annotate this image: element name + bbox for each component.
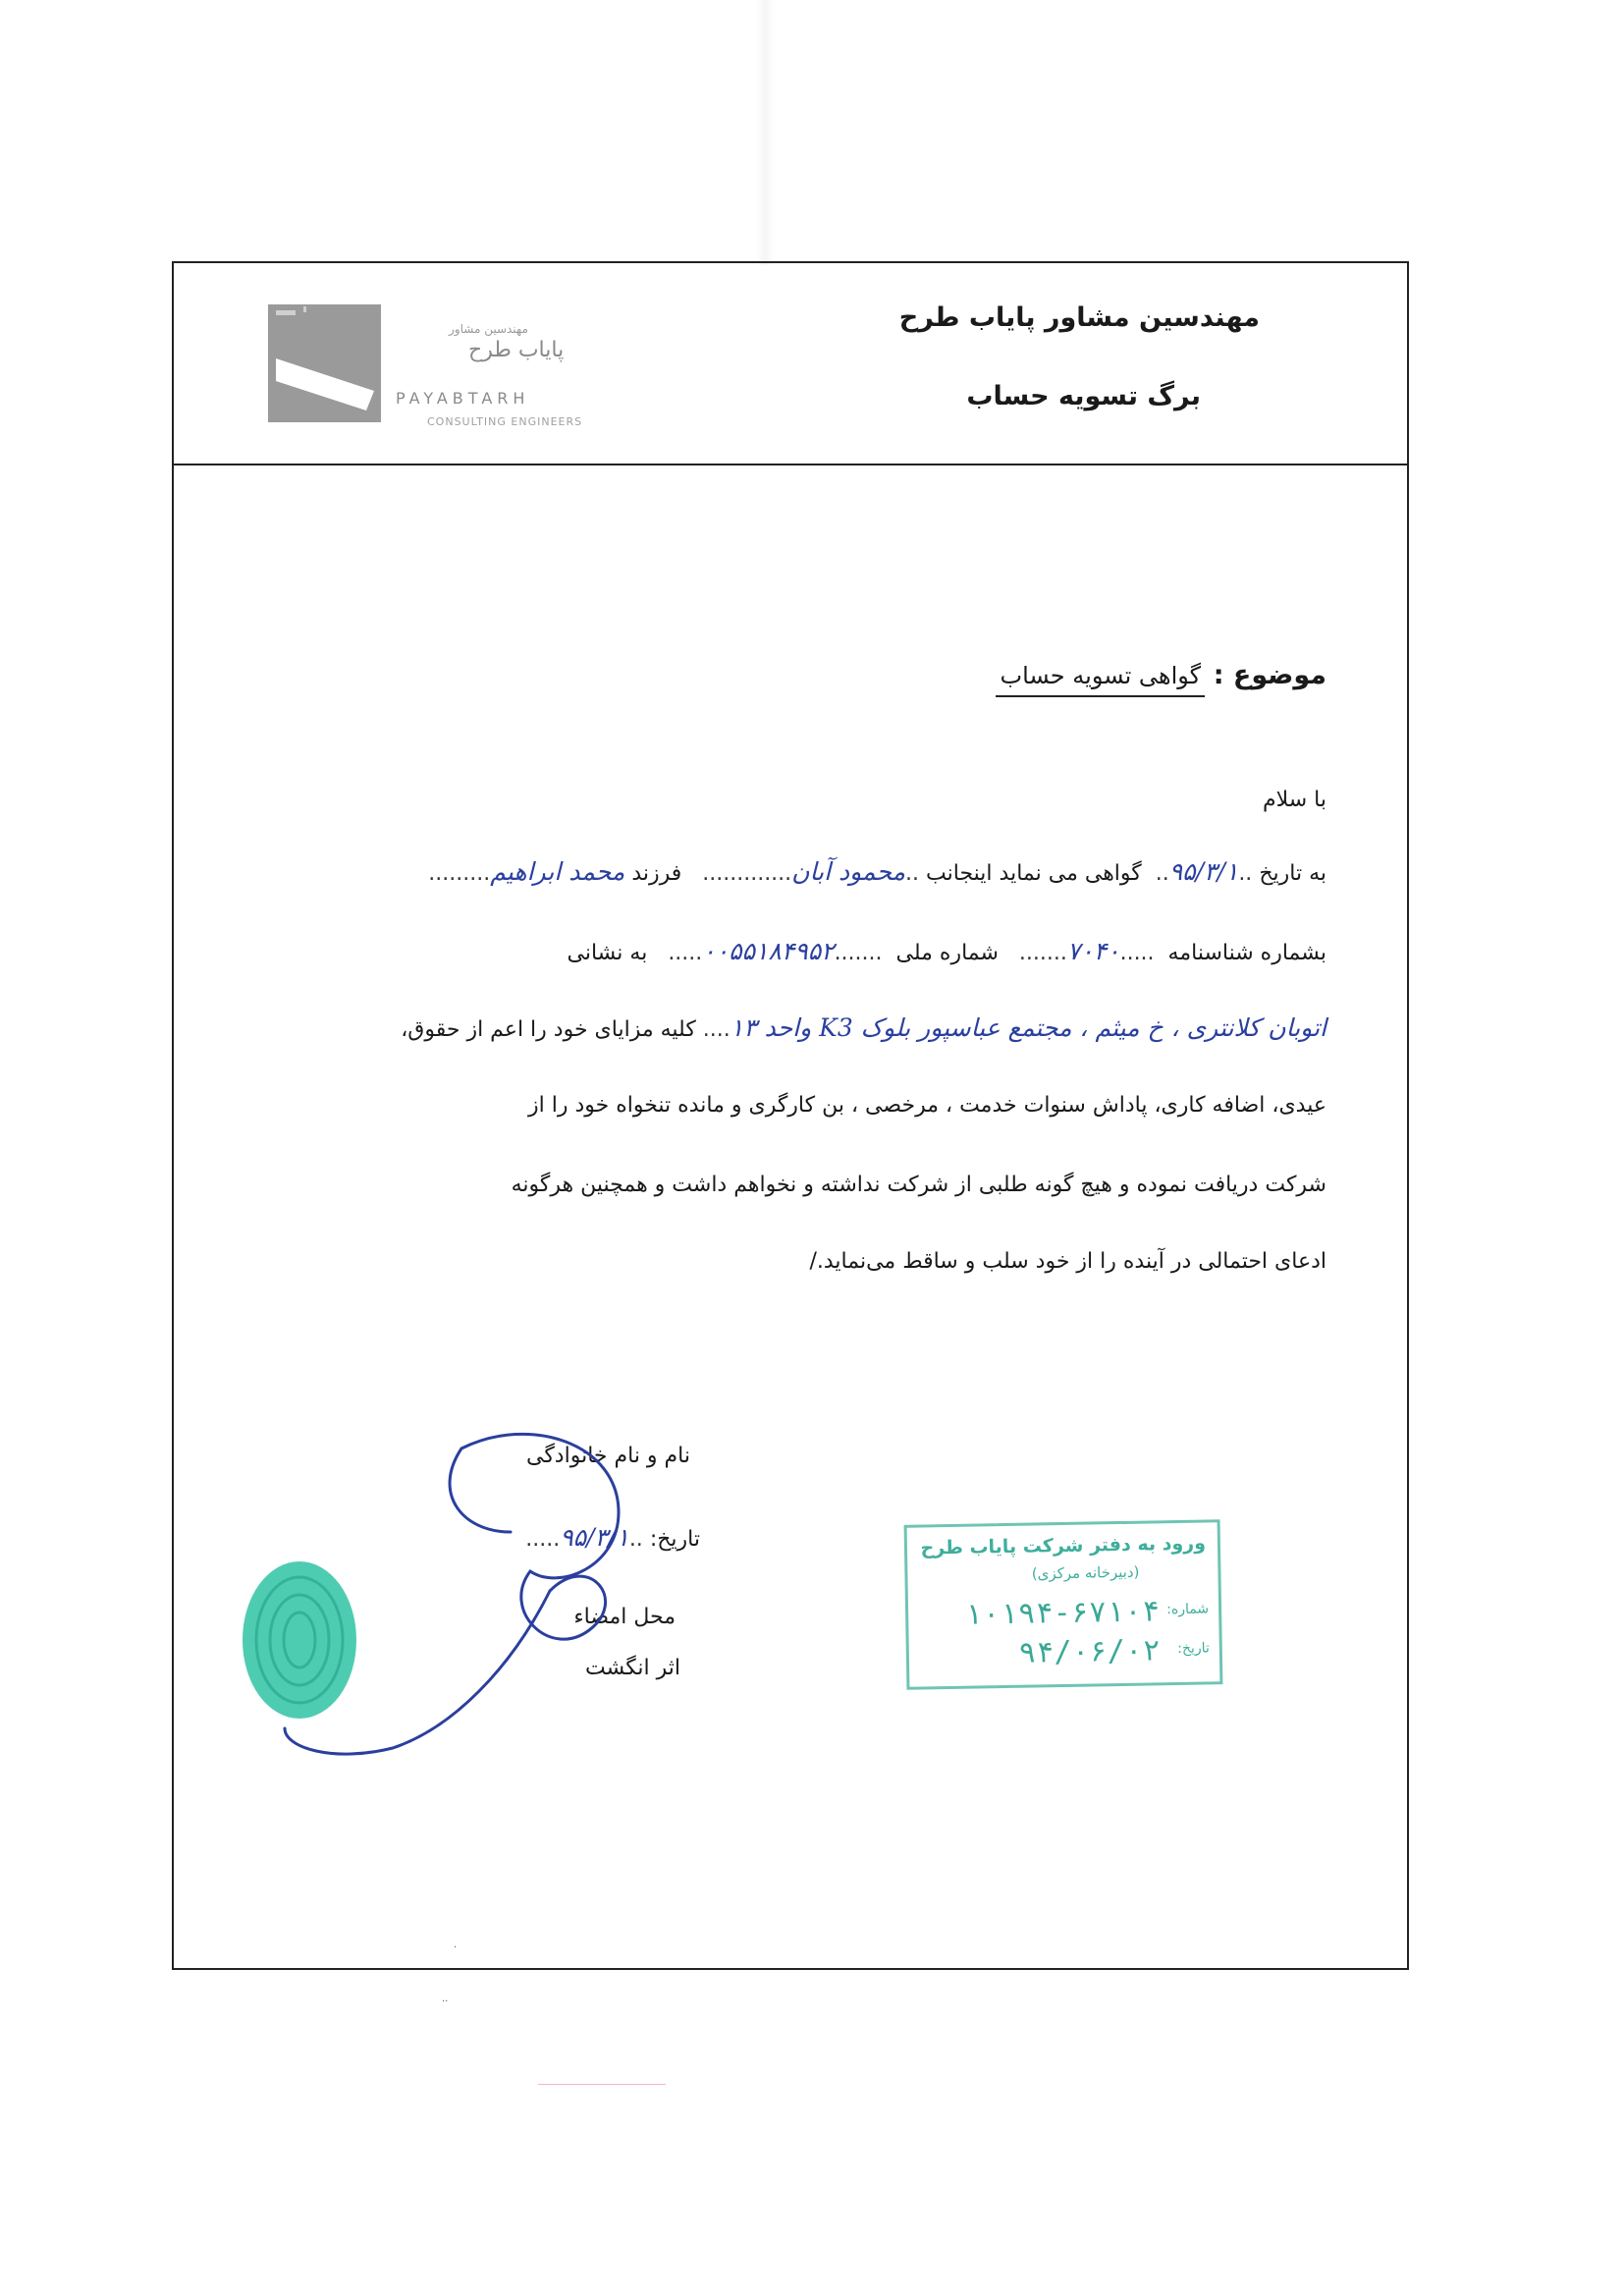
- father-label: فرزند: [631, 861, 682, 886]
- scan-speck: .: [454, 1940, 458, 1950]
- stamp-number: ۱۰۱۹۴-۶۷۱۰۴: [964, 1594, 1161, 1632]
- greeting: [260, 788, 1326, 812]
- body-line-6-text: ادعای احتمالی در آینده را از خود سلب و ساقط می‌نماید./: [809, 1249, 1326, 1274]
- name-label: نام و نام خانوادگی: [525, 1444, 690, 1468]
- body-line-4: [260, 1093, 1326, 1118]
- body-line-2: بشماره شناسنامه .....۷۰۴۰....... شماره ملی .......۰۰۵۵۱۸۴۹۵۲..... به نشانی: [567, 937, 1326, 965]
- body-line-1: به تاریخ ..۹۵/۳/۱.. گواهی می نماید اینجانب ..محمود آبان............. فرزند محمد ابراهیم.........: [428, 857, 1326, 886]
- handwritten-father-name: محمد ابراهیم: [490, 857, 625, 886]
- company-logo: [268, 304, 381, 422]
- handwritten-address: اتوبان کلانتری ، خ میثم ، مجتمع عباسپور بلوک K3 واحد ۱۳: [730, 1013, 1326, 1042]
- certify-text: گواهی می نماید اینجانب: [926, 861, 1142, 886]
- scan-speck: ..: [442, 1994, 449, 2004]
- form-title: برگ تسویه حساب: [966, 381, 1201, 411]
- settlement-form: [172, 261, 1409, 1970]
- signature-date-row: تاریخ: ..۹۵/۳/۱.....: [525, 1523, 700, 1552]
- logo-latin: PAYABTARH: [396, 389, 530, 408]
- logo-mark-icon: [268, 304, 381, 422]
- benefits-text: کلیه مزایای خود را اعم از حقوق،: [401, 1017, 696, 1042]
- signature-date-label: تاریخ:: [649, 1527, 700, 1552]
- handwritten-signature-date: ۹۵/۳/۱: [560, 1523, 629, 1552]
- scan-artifact: [756, 0, 774, 265]
- body-line-4-text: عیدی، اضافه کاری، پاداش سنوات خدمت ، مرخصی ، بن کارگری و مانده تنخواه خود را از: [528, 1093, 1326, 1118]
- handwritten-national-id: ۰۰۵۵۱۸۴۹۵۲: [702, 937, 835, 965]
- body-line-6: [260, 1249, 1326, 1274]
- body-line-5-text: شرکت دریافت نموده و هیچ گونه طلبی از شرکت نداشته و نخواهم داشت و همچنین هرگونه: [511, 1173, 1326, 1197]
- id-prefix: بشماره شناسنامه: [1167, 941, 1326, 965]
- signature-place-label: محل امضاء: [573, 1605, 676, 1629]
- stamp-subtitle: (دبیرخانه مرکزی): [1031, 1562, 1140, 1583]
- subject-label: موضوع :: [1213, 660, 1326, 690]
- stamp-number-label: شماره:: [1166, 1601, 1210, 1618]
- address-label: به نشانی: [567, 941, 648, 965]
- handwritten-name: محمود آبان: [791, 857, 906, 886]
- stamp-date-label: تاریخ:: [1177, 1640, 1210, 1657]
- national-id-label: شماره ملی: [895, 941, 999, 965]
- handwritten-date: ۹۵/۳/۱: [1168, 857, 1239, 886]
- stamp-date: ۹۴/۰۶/۰۲: [1018, 1633, 1162, 1670]
- logo-fa-top: مهندسین مشاور: [449, 322, 528, 336]
- stamp-title: ورود به دفتر شرکت پایاب طرح: [920, 1532, 1207, 1559]
- body-line-3: اتوبان کلانتری ، خ میثم ، مجتمع عباسپور بلوک K3 واحد ۱۳.... کلیه مزایای خود را اعم از حقوق،: [401, 1013, 1326, 1042]
- subject-row: [996, 660, 1326, 690]
- date-prefix: به تاریخ: [1259, 861, 1326, 886]
- registry-stamp: [904, 1519, 1223, 1690]
- company-name: مهندسین مشاور پایاب طرح: [898, 302, 1260, 333]
- bottom-mark: [538, 2084, 666, 2085]
- form-header: [174, 263, 1407, 465]
- logo-fa-main: پایاب طرح: [468, 338, 565, 362]
- greeting-text: با سلام: [1262, 788, 1326, 812]
- subject-value: گواهی تسویه حساب: [996, 662, 1205, 697]
- handwritten-id-number: ۷۰۴۰: [1066, 937, 1120, 965]
- fingerprint-label: اثر انگشت: [585, 1656, 680, 1680]
- logo-subtitle: CONSULTING ENGINEERS: [427, 415, 583, 428]
- body-line-5: [260, 1173, 1326, 1197]
